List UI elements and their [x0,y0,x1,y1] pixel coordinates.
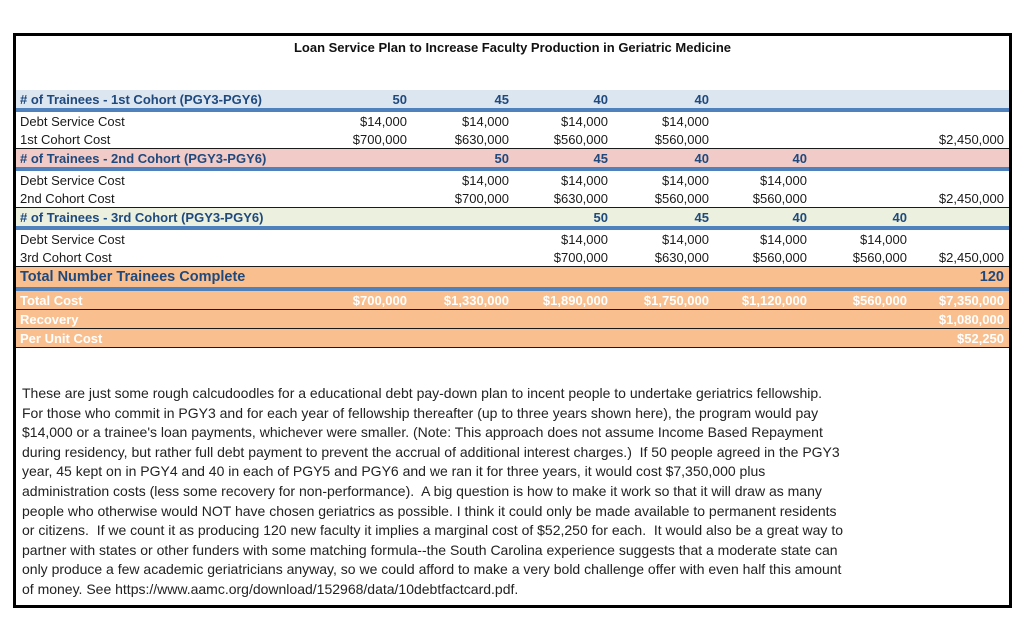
row-cohort2-header [16,149,1009,171]
notes-line: $14,000 or a trainee's loan payments, whichever were smaller. (Note: This approach does not assume Income Based Repayment [22,424,823,441]
cell-total: $7,350,000 [938,292,1004,308]
cell-y5: $14,000 [760,231,807,247]
cell-y2: $630,000 [454,131,509,147]
row-label: # of Trainees - 3rd Cohort (PGY3-PGY6) [20,209,264,225]
cell-y6: $560,000 [852,249,907,265]
cell-y3: 45 [593,150,608,166]
worksheet-frame [13,33,1012,608]
cell-y2: $1,330,000 [443,292,509,308]
row-label: Debt Service Cost [20,172,125,188]
cell-y2: $14,000 [462,172,509,188]
row-label: Recovery [20,311,79,327]
cell-y6: 40 [892,209,907,225]
notes-line: These are just some rough calcudoodles for a educational debt pay-down plan to incent people to undertake geriatrics fellowship. [22,385,823,401]
row-per-unit-cost [16,329,1009,348]
loan-plan-table [16,90,1009,348]
cell-y1: $700,000 [352,292,407,308]
notes-paragraph [22,384,1005,600]
cell-y3: $1,890,000 [542,292,608,308]
cell-y5: $560,000 [752,249,807,265]
notes-line: during residency, but rather full debt payment to prevent the accrual of additional interest charges.) If 50 people agreed in the PGY3 [22,443,840,460]
cell-y4: $560,000 [654,131,709,147]
notes-line: or citizens. If we count it as producing 120 new faculty it implies a marginal cost of $52,250 for each. It would also be a great way to [22,522,843,539]
row-debt-service-2 [16,171,1009,189]
notes-line: year, 45 kept on in PGY4 and 40 in each of PGY5 and PGY6 and we ran it for three years, it would cost $7,350,000 plus [22,463,766,480]
cell-y1: 50 [392,91,407,107]
cell-total: $2,450,000 [938,131,1004,147]
cell-y4: $14,000 [662,172,709,188]
cell-y6: $14,000 [860,231,907,247]
row-label: Total Number Trainees Complete [20,269,246,285]
cell-y3: $14,000 [561,231,608,247]
notes-line: only produce a few academic geriatricians anyway, so we could afford to make a very bold challenge offer with even half this amount [22,561,842,578]
cell-y5: 40 [792,150,807,166]
cell-y5: $1,120,000 [741,292,807,308]
cell-total: 120 [979,269,1004,285]
cell-y2: $14,000 [462,113,509,129]
notes-line: people who otherwise would NOT have chosen geriatrics as possible. I think it could only be made available to permanent residents [22,502,837,519]
row-cohort3-header [16,208,1009,230]
sheet-title: Loan Service Plan to Increase Faculty Production in Geriatric Medicine [293,40,732,55]
row-label: # of Trainees - 2nd Cohort (PGY3-PGY6) [20,150,267,166]
row-label: Total Cost [20,292,83,308]
row-recovery [16,310,1009,329]
row-cohort1-header [16,90,1009,112]
cell-y4: $1,750,000 [643,292,709,308]
notes-line: partner with states or other funders with some matching formula--the South Carolina experience suggests that a moderate state can [22,541,838,558]
row-label: 2nd Cohort Cost [20,190,115,206]
cell-y4: 45 [694,209,709,225]
row-label: 1st Cohort Cost [20,131,111,147]
cell-y3: $630,000 [553,190,608,206]
row-label: Debt Service Cost [20,231,125,247]
cell-y5: 40 [792,209,807,225]
cell-y4: $630,000 [654,249,709,265]
cell-y4: 40 [694,150,709,166]
row-label: Per Unit Cost [20,330,103,346]
row-debt-service-1 [16,112,1009,130]
row-cohort3-cost [16,248,1009,267]
row-cohort1-cost [16,130,1009,149]
cell-total: $2,450,000 [938,249,1004,265]
cell-total: $1,080,000 [938,311,1004,327]
row-total-trainees [16,267,1009,291]
cell-y3: 40 [593,91,608,107]
cell-y2: $700,000 [454,190,509,206]
row-label: Debt Service Cost [20,113,125,129]
cell-y4: 40 [694,91,709,107]
cell-y3: $14,000 [561,172,608,188]
row-total-cost [16,291,1009,310]
notes-line: administration costs (less some recovery for non-performance). A big question is how to make it work so that it will draw as many [22,482,822,499]
notes-line: For those who commit in PGY3 and for each year of fellowship thereafter (up to three years shown here), the program would pay [22,404,819,421]
cell-y3: $700,000 [553,249,608,265]
row-debt-service-3 [16,230,1009,248]
cell-y3: $14,000 [561,113,608,129]
cell-y4: $14,000 [662,231,709,247]
cell-y3: 50 [593,209,608,225]
cell-y4: $560,000 [654,190,709,206]
cell-y3: $560,000 [553,131,608,147]
cell-y5: $560,000 [752,190,807,206]
cell-y2: 50 [494,150,509,166]
cell-y6: $560,000 [852,292,907,308]
cell-y4: $14,000 [662,113,709,129]
row-label: # of Trainees - 1st Cohort (PGY3-PGY6) [20,91,262,107]
cell-y5: $14,000 [760,172,807,188]
row-cohort2-cost [16,189,1009,208]
cell-y2: 45 [494,91,509,107]
row-label: 3rd Cohort Cost [20,249,112,265]
cell-y1: $700,000 [352,131,407,147]
cell-y1: $14,000 [360,113,407,129]
notes-line: of money. See https://www.aamc.org/download/152968/data/10debtfactcard.pdf. [22,580,519,597]
cell-total: $2,450,000 [938,190,1004,206]
cell-total: $52,250 [957,330,1004,346]
